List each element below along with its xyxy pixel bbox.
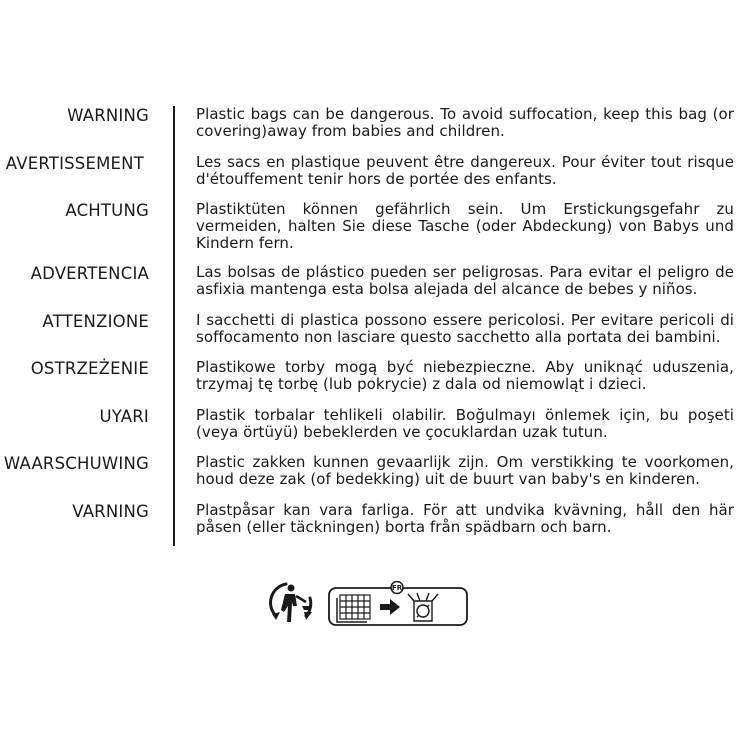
warning-row-nl xyxy=(0,454,736,502)
column-divider xyxy=(173,106,175,546)
warning-label: ATTENZIONE xyxy=(42,311,149,331)
warning-text: Las bolsas de plástico pueden ser peligrosas. Para evitar el peligro de asfixia mantenga esta bolsa alejada del alcance de bebes y niños. xyxy=(196,263,734,298)
warning-row-sv xyxy=(0,502,736,550)
warning-text: Les sacs en plastique peuvent être dangereux. Pour éviter tout risque d'étouffement tenir hors de portée des enfants. xyxy=(196,152,734,188)
warning-text: Plastic zakken kunnen gevaarlijk zijn. Om verstikking te voorkomen, houd deze zak (of bedekking) uit de buurt van baby's en kinderen. xyxy=(196,453,734,488)
warning-label: UYARI xyxy=(99,406,149,426)
country-badge xyxy=(391,582,403,594)
warning-text: Plastik torbalar tehlikeli olabilir. Boğulmayı önlemek için, bu poşeti (veya örtüyü) bebeklerden ve çocuklardan uzak tutun. xyxy=(196,405,734,441)
warning-label: VARNING xyxy=(72,501,149,521)
warning-text: Plastikowe torby mogą być niebezpieczne. Aby uniknąć uduszenia, trzymaj tę torbę (lub pokrycie) z dala od niemowląt i dzieci. xyxy=(196,358,734,393)
warnings-list xyxy=(0,106,736,549)
warning-label: ADVERTENCIA xyxy=(30,264,149,283)
warning-text: Plastiktüten können gefährlich sein. Um Erstickungsgefahr zu vermeiden, halten Sie diese Tasche (oder Abdeckung) von Babys und Kindern fern. xyxy=(196,200,734,252)
warning-text: Plastic bags can be dangerous. To avoid suffocation, keep this bag (or covering)away from babies and children. xyxy=(196,105,734,140)
warning-row-es xyxy=(0,264,736,312)
warning-label: OSTRZEŻENIE xyxy=(30,359,149,378)
country-badge-label: FR xyxy=(391,584,403,593)
warning-text: Plastpåsar kan vara farliga. För att undvika kvävning, håll den här påsen (eller täckningen) borta från spädbarn och barn. xyxy=(196,500,734,536)
warning-row-it xyxy=(0,312,736,360)
warning-label: AVERTISSEMENT xyxy=(5,153,144,173)
warning-label: WAARSCHUWING xyxy=(3,454,149,473)
warning-text: I sacchetti di plastica possono essere pericolosi. Per evitare pericoli di soffocamento non lasciare questo sacchetto alla portata dei bambini. xyxy=(196,310,734,346)
recycling-symbols xyxy=(266,572,472,630)
warning-label: ACHTUNG xyxy=(65,201,149,220)
warning-row-pl xyxy=(0,359,736,407)
warning-label: WARNING xyxy=(67,106,149,125)
warning-row-en xyxy=(0,106,736,154)
triman-recycling-icon xyxy=(266,576,318,628)
packaging-info-box xyxy=(328,581,468,626)
warning-row-tr xyxy=(0,407,736,455)
warning-row-fr xyxy=(0,154,736,202)
warning-row-de xyxy=(0,201,736,264)
